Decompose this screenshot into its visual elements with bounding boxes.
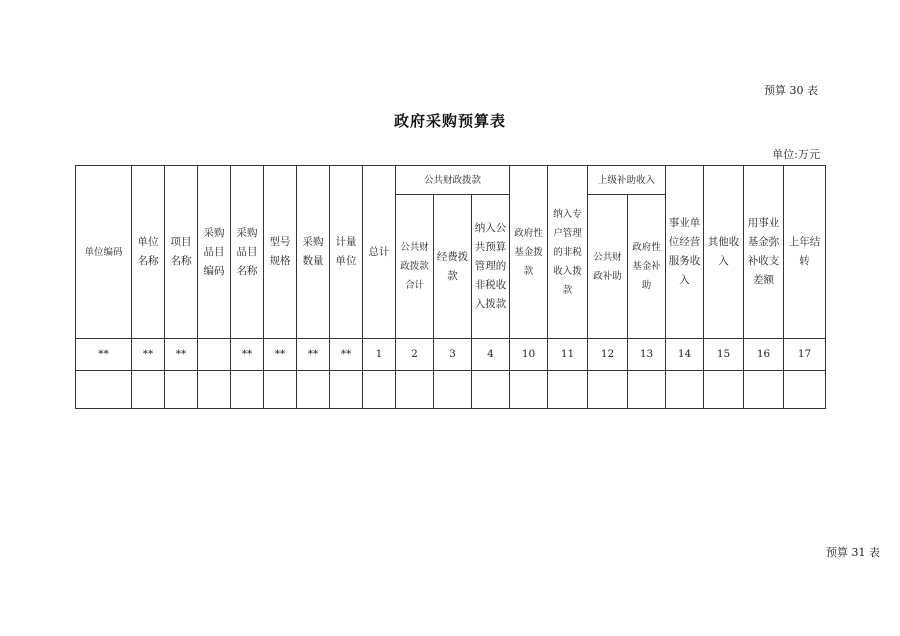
table-cell bbox=[434, 371, 472, 409]
header-business-service: 事业单位经营服务收入 bbox=[666, 166, 704, 339]
code-row bbox=[76, 339, 826, 371]
table-cell: 11 bbox=[548, 339, 588, 371]
table-cell: ** bbox=[330, 339, 363, 371]
table-cell: ** bbox=[132, 339, 165, 371]
header-other-income: 其他收入 bbox=[704, 166, 744, 339]
header-quantity: 采购数量 bbox=[297, 166, 330, 339]
table-cell: ** bbox=[231, 339, 264, 371]
table-cell bbox=[198, 371, 231, 409]
table-cell: 1 bbox=[363, 339, 396, 371]
table-cell bbox=[628, 371, 666, 409]
table-cell bbox=[231, 371, 264, 409]
table-cell bbox=[666, 371, 704, 409]
table-cell: 17 bbox=[784, 339, 826, 371]
header-carryover: 上年结转 bbox=[784, 166, 826, 339]
table-cell: 14 bbox=[666, 339, 704, 371]
header-unit-code: 单位编码 bbox=[76, 166, 132, 339]
header-superior-subsidy: 上级补助收入 bbox=[588, 166, 666, 195]
unit-label: 单位:万元 bbox=[772, 148, 820, 161]
table-cell bbox=[330, 371, 363, 409]
header-model: 型号规格 bbox=[264, 166, 297, 339]
table-cell bbox=[472, 371, 510, 409]
table-cell bbox=[588, 371, 628, 409]
table-cell bbox=[396, 371, 434, 409]
table-cell bbox=[510, 371, 548, 409]
table-cell: 15 bbox=[704, 339, 744, 371]
header-special-non-tax: 纳入专户管理的非税收入拨款 bbox=[548, 166, 588, 339]
table-cell: ** bbox=[76, 339, 132, 371]
header-total: 总计 bbox=[363, 166, 396, 339]
budget-table bbox=[75, 165, 826, 409]
header-item-name: 采购品目名称 bbox=[231, 166, 264, 339]
table-cell: ** bbox=[165, 339, 198, 371]
table-row bbox=[76, 371, 826, 409]
header-superior-gov-fund: 政府性基金补助 bbox=[628, 195, 666, 339]
table-cell: ** bbox=[264, 339, 297, 371]
header-measure-unit: 计量单位 bbox=[330, 166, 363, 339]
header-fund-supplement: 用事业基金弥补收支差额 bbox=[744, 166, 784, 339]
table-cell: 12 bbox=[588, 339, 628, 371]
table-cell: 4 bbox=[472, 339, 510, 371]
table-cell bbox=[744, 371, 784, 409]
table-cell bbox=[363, 371, 396, 409]
header-funding: 经费拨款 bbox=[434, 195, 472, 339]
table-cell bbox=[264, 371, 297, 409]
table-cell bbox=[297, 371, 330, 409]
table-cell bbox=[704, 371, 744, 409]
table-cell bbox=[132, 371, 165, 409]
header-non-tax: 纳入公共预算管理的非税收入拨款 bbox=[472, 195, 510, 339]
header-gov-fund: 政府性基金拨款 bbox=[510, 166, 548, 339]
header-public-finance: 公共财政拨款 bbox=[396, 166, 510, 195]
header-superior-public: 公共财政补助 bbox=[588, 195, 628, 339]
table-cell bbox=[165, 371, 198, 409]
header-project-name: 项目名称 bbox=[165, 166, 198, 339]
table-cell bbox=[198, 339, 231, 371]
header-unit-name: 单位名称 bbox=[132, 166, 165, 339]
table-cell: 13 bbox=[628, 339, 666, 371]
header-item-code: 采购品目编码 bbox=[198, 166, 231, 339]
table-cell bbox=[548, 371, 588, 409]
form-number-top: 预算 30 表 bbox=[764, 84, 818, 97]
table-cell: 16 bbox=[744, 339, 784, 371]
page-title: 政府采购预算表 bbox=[393, 112, 506, 130]
table-cell bbox=[76, 371, 132, 409]
form-number-bottom: 预算 31 表 bbox=[826, 546, 880, 559]
table-cell: 10 bbox=[510, 339, 548, 371]
table-cell: 3 bbox=[434, 339, 472, 371]
table-cell: ** bbox=[297, 339, 330, 371]
table-cell bbox=[784, 371, 826, 409]
table-cell: 2 bbox=[396, 339, 434, 371]
header-public-finance-total: 公共财政拨款合计 bbox=[396, 195, 434, 339]
